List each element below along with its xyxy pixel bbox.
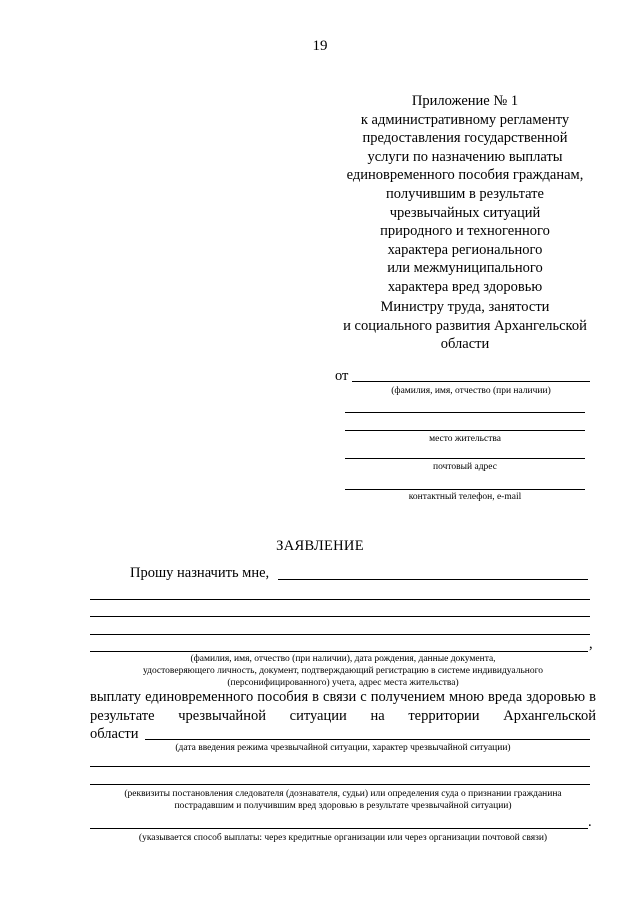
appendix-line: к административному регламенту (360, 111, 570, 128)
page-number: 19 (312, 38, 328, 54)
postal-address-field[interactable] (345, 458, 585, 459)
applicant-details-field-3[interactable] (90, 616, 590, 617)
appendix-line: характера вред здоровью (387, 278, 543, 295)
appendix-line: предоставления государственной (362, 130, 568, 147)
addressee-line: Министру труда, занятости (380, 299, 550, 315)
addressee-block (300, 298, 630, 354)
person-caption-line-2: удостоверяющего личность, документ, подтверждающий регистрацию в системе индивидуального (142, 666, 544, 676)
addressee-line: области (440, 336, 490, 353)
decree-field-1[interactable] (90, 766, 590, 767)
residence-field-1[interactable] (345, 412, 585, 413)
applicant-details-field-2[interactable] (90, 599, 590, 600)
statement-title: ЗАЯВЛЕНИЕ (276, 538, 364, 554)
appendix-line: характера регионального (387, 241, 543, 258)
from-label: от (335, 368, 349, 384)
appendix-line: природного и техногенного (380, 223, 550, 240)
contacts-field[interactable] (345, 489, 585, 490)
decree-field-2[interactable] (90, 784, 590, 785)
appendix-line: Приложение № 1 (411, 93, 519, 109)
applicant-details-field-1[interactable] (278, 579, 588, 580)
region-label: области (90, 726, 139, 742)
appendix-line: получившим в результате (386, 185, 544, 202)
appendix-header (300, 92, 630, 297)
applicant-details-field-5[interactable] (90, 651, 588, 652)
decree-caption-line-1: (реквизиты постановления следователя (дознавателя, судьи) или определения суда о признании гражданина (124, 789, 562, 799)
residence-field-2[interactable] (345, 430, 585, 431)
person-caption-line-3: (персонифицированного) учета, адрес места жительства) (227, 678, 459, 688)
contacts-caption: контактный телефон, e-mail (408, 492, 522, 502)
decree-caption-line-2: пострадавшим и получившим вред здоровью в результате чрезвычайной ситуации) (174, 801, 512, 811)
payment-method-field[interactable] (90, 828, 588, 829)
person-caption-line-1: (фамилия, имя, отчество (при наличии), дата рождения, данные документа, (190, 654, 496, 664)
applicant-details-field-4[interactable] (90, 634, 590, 635)
addressee-line: и социального развития Архангельской (343, 317, 587, 334)
appendix-line: чрезвычайных ситуаций (389, 204, 541, 221)
appendix-line: или межмуниципального (387, 260, 543, 277)
appendix-line: услуги по назначению выплаты (367, 148, 563, 165)
appendix-line: единовременного пособия гражданам, (346, 167, 584, 184)
payment-method-caption: (указывается способ выплаты: через кредитные организации или через организации почтовой связи) (138, 833, 548, 843)
emergency-details-field[interactable] (145, 739, 590, 740)
payment-text: выплату единовременного пособия в связи с получением мною вреда здоровью в результате чрезвычайной ситуации на территории Архангельской (90, 689, 596, 724)
residence-caption: место жительства (429, 434, 501, 444)
end-mark: . (588, 814, 592, 830)
postal-address-caption: почтовый адрес (433, 462, 497, 472)
applicant-name-field[interactable] (352, 381, 590, 382)
comma-mark: , (589, 636, 593, 652)
request-label: Прошу назначить мне, (130, 565, 270, 581)
applicant-name-caption: (фамилия, имя, отчество (при наличии) (391, 386, 551, 396)
emergency-caption: (дата введения режима чрезвычайной ситуации, характер чрезвычайной ситуации) (175, 743, 511, 753)
